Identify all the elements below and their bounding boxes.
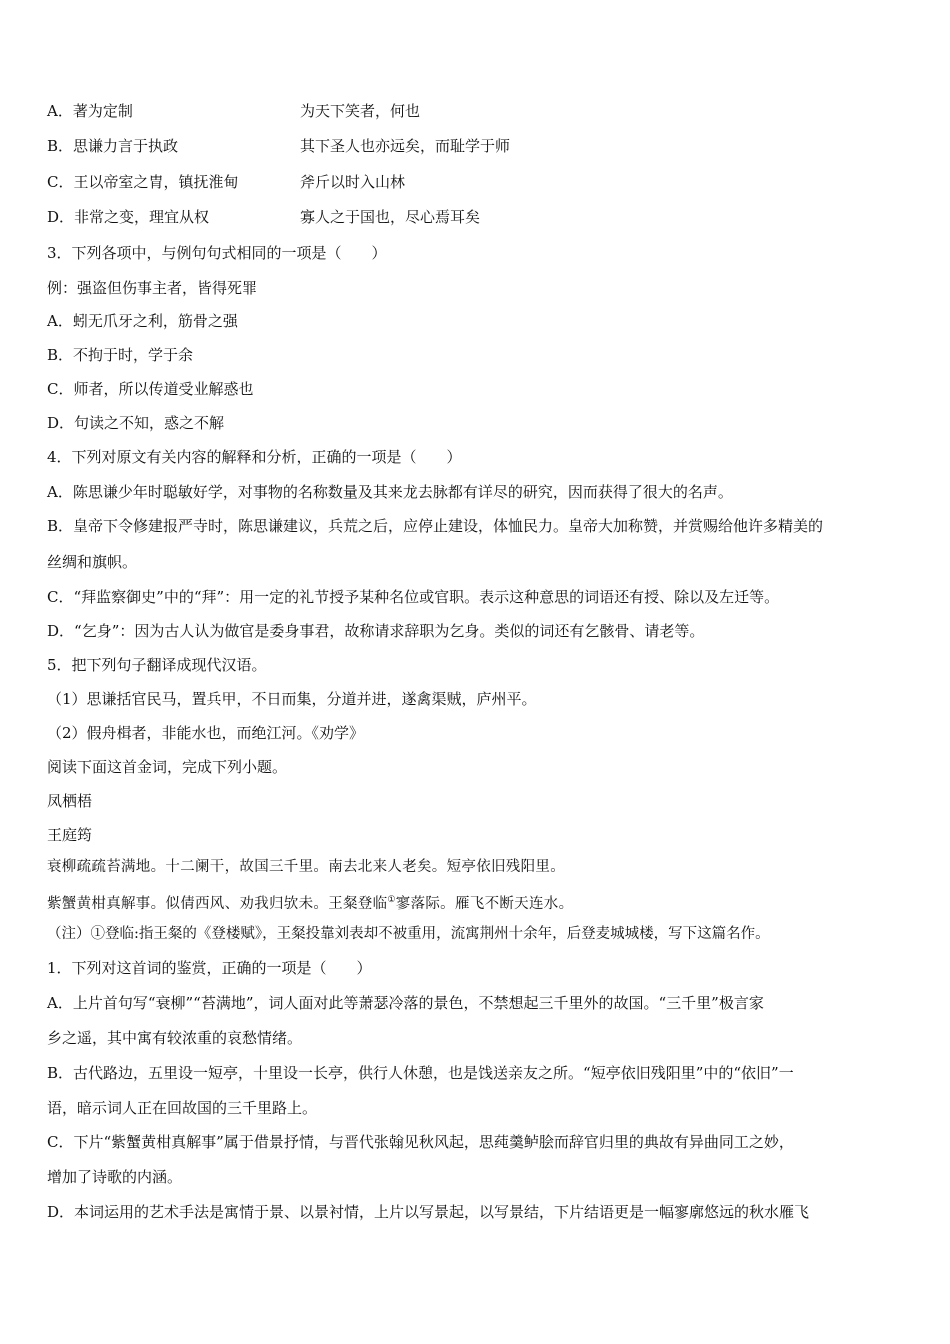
q3-example: 例：强盗但伤事主者，皆得死罪 (47, 279, 258, 297)
poem-line-2-part-b: 寥落际。雁飞不断天连水。 (395, 895, 574, 912)
q4-option-d: D．“乞身”：因为古人认为做官是委身事君，故称请求辞职为乞身。类似的词还有乞骸骨、请老等。 (47, 622, 705, 640)
poem-line-2 (47, 890, 907, 914)
q2-option-d (47, 207, 907, 227)
q2-option-b (47, 136, 907, 156)
p1-option-c-line1: C．下片“紫蟹黄柑真解事”属于借景抒情，与晋代张翰见秋风起，思莼羹鲈脍而辞官归里的典故有异曲同工之妙， (47, 1133, 794, 1151)
p1-option-c-line2: 增加了诗歌的内涵。 (47, 1168, 183, 1186)
q5-sentence-2: （2）假舟楫者，非能水也，而绝江河。《劝学》 (47, 724, 365, 742)
q3-option-a: A．蚓无爪牙之利，筋骨之强 (47, 312, 238, 330)
q5-stem: 5．把下列句子翻译成现代汉语。 (47, 656, 267, 674)
q3-option-d: D．句读之不知，惑之不解 (47, 414, 225, 432)
q2-option-a (47, 101, 907, 121)
q2-option-a-right: 为天下笑者，何也 (300, 102, 421, 120)
q2-option-d-left: D．非常之变，理宜从权 (47, 208, 210, 226)
p1-stem: 1．下列对这首词的鉴赏，正确的一项是（ ） (47, 959, 372, 977)
q2-option-c (47, 172, 907, 192)
p1-option-a-line2: 乡之遥，其中寓有较浓重的哀愁情绪。 (47, 1029, 303, 1047)
p1-option-b-line2: 语，暗示词人正在回故国的三千里路上。 (47, 1099, 318, 1117)
q4-option-a: A．陈思谦少年时聪敏好学，对事物的名称数量及其来龙去脉都有详尽的研究，因而获得了很大的名声。 (47, 483, 733, 501)
p1-option-b-line1: B．古代路边，五里设一短亭，十里设一长亭，供行人休憩，也是饯送亲友之所。“短亭依旧残阳里”中的“依旧”一 (47, 1064, 794, 1082)
q3-stem: 3．下列各项中，与例句句式相同的一项是（ ） (47, 244, 387, 262)
q2-option-b-right: 其下圣人也亦远矣，而耻学于师 (300, 137, 511, 155)
poem-line-2-part-a: 紫蟹黄柑真解事。似倩西风、劝我归欤未。王粲登临 (47, 895, 388, 912)
q2-option-b-left: B．思谦力言于执政 (47, 137, 179, 155)
q2-option-d-right: 寡人之于国也，尽心焉耳矣 (300, 208, 481, 226)
q2-option-c-right: 斧斤以时入山林 (300, 173, 406, 191)
p1-option-a-line1: A．上片首句写“衰柳”“苔满地”，词人面对此等萧瑟冷落的景色，不禁想起三千里外的故国。“三千里”极言家 (47, 994, 764, 1012)
q3-option-b: B．不拘于时，学于余 (47, 346, 194, 364)
poem-note: （注）①登临:指王粲的《登楼赋》，王粲投靠刘表却不被重用，流寓荆州十余年，后登麦城城楼，写下这篇名作。 (47, 926, 770, 942)
footnote-marker: ① (387, 895, 396, 905)
p1-option-d-line1: D．本词运用的艺术手法是寓情于景、以景衬情，上片以写景起，以写景结，下片结语更是一幅寥廓悠远的秋水雁飞 (47, 1203, 810, 1221)
poem-line-1: 衰柳疏疏苔满地。十二阑干，故国三千里。南去北来人老矣。短亭依旧残阳里。 (47, 859, 565, 875)
poem-title: 凤栖梧 (47, 792, 93, 810)
q4-option-c: C．“拜监察御史”中的“拜”：用一定的礼节授予某种名位或官职。表示这种意思的词语还有授、除以及左迁等。 (47, 588, 780, 606)
poem-intro: 阅读下面这首金词，完成下列小题。 (47, 758, 288, 776)
q5-sentence-1: （1）思谦括官民马，置兵甲，不日而集，分道并进，遂禽渠贼，庐州平。 (47, 690, 537, 708)
q4-option-b-line2: 丝绸和旗帜。 (47, 553, 138, 571)
poem-author: 王庭筠 (47, 826, 93, 844)
q4-stem: 4．下列对原文有关内容的解释和分析，正确的一项是（ ） (47, 448, 462, 466)
q3-option-c: C．师者，所以传道受业解惑也 (47, 380, 254, 398)
q2-option-a-left: A．著为定制 (47, 102, 133, 120)
q4-option-b-line1: B．皇帝下令修建报严寺时，陈思谦建议，兵荒之后，应停止建设，体恤民力。皇帝大加称赞，并赏赐给他许多精美的 (47, 517, 824, 535)
q2-option-c-left: C．王以帝室之胄，镇抚淮甸 (47, 173, 239, 191)
